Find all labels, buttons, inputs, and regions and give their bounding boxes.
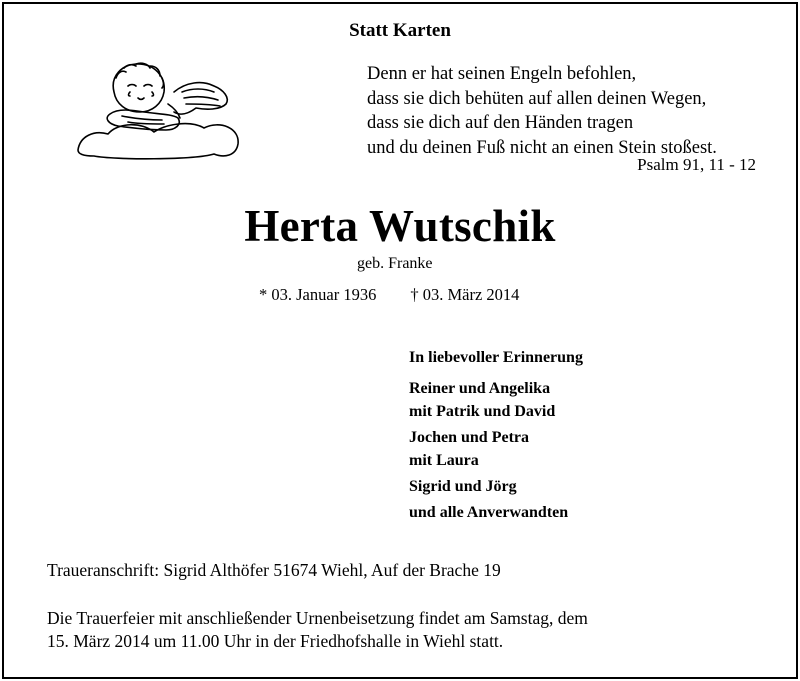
header-title: Statt Karten [349,20,451,41]
life-dates [259,285,519,305]
mourner-line: Jochen und Petra [409,429,529,446]
mourner-group [409,426,583,472]
death-date: † 03. März 2014 [410,285,520,304]
mourner-line: Reiner und Angelika [409,380,551,397]
birth-date: * 03. Januar 1936 [259,285,377,304]
funeral-service-info [47,607,588,653]
verse-reference: Psalm 91, 11 - 12 [637,155,756,174]
mourner-group [409,501,583,524]
mourner-line: Sigrid und Jörg [409,478,517,495]
mourner-line: und alle Anverwandten [409,504,569,521]
mourner-line: mit Laura [409,452,479,469]
verse-line: dass sie dich behüten auf allen deinen Wegen, [367,88,707,109]
mourner-line: mit Patrik und David [409,403,556,420]
cherub-illustration-icon [74,58,244,160]
verse-line: und du deinen Fuß nicht an einen Stein stoßest. [367,137,717,158]
bible-verse [367,62,717,160]
maiden-name: geb. Franke [357,255,433,272]
mourners-list [409,346,583,527]
mourner-group [409,475,583,498]
mourning-address: Traueranschrift: Sigrid Althöfer 51674 Wiehl, Auf der Brache 19 [47,560,501,580]
verse-line: dass sie dich auf den Händen tragen [367,113,634,133]
mourner-group [409,377,583,423]
service-line: 15. März 2014 um 11.00 Uhr in der Friedhofshalle in Wiehl statt. [47,631,504,651]
verse-line: Denn er hat seinen Engeln befohlen, [367,64,637,84]
service-line: Die Trauerfeier mit anschließender Urnenbeisetzung findet am Samstag, dem [47,608,588,628]
mourners-intro: In liebevoller Erinnerung [409,349,583,366]
deceased-name: Herta Wutschik [244,201,556,251]
